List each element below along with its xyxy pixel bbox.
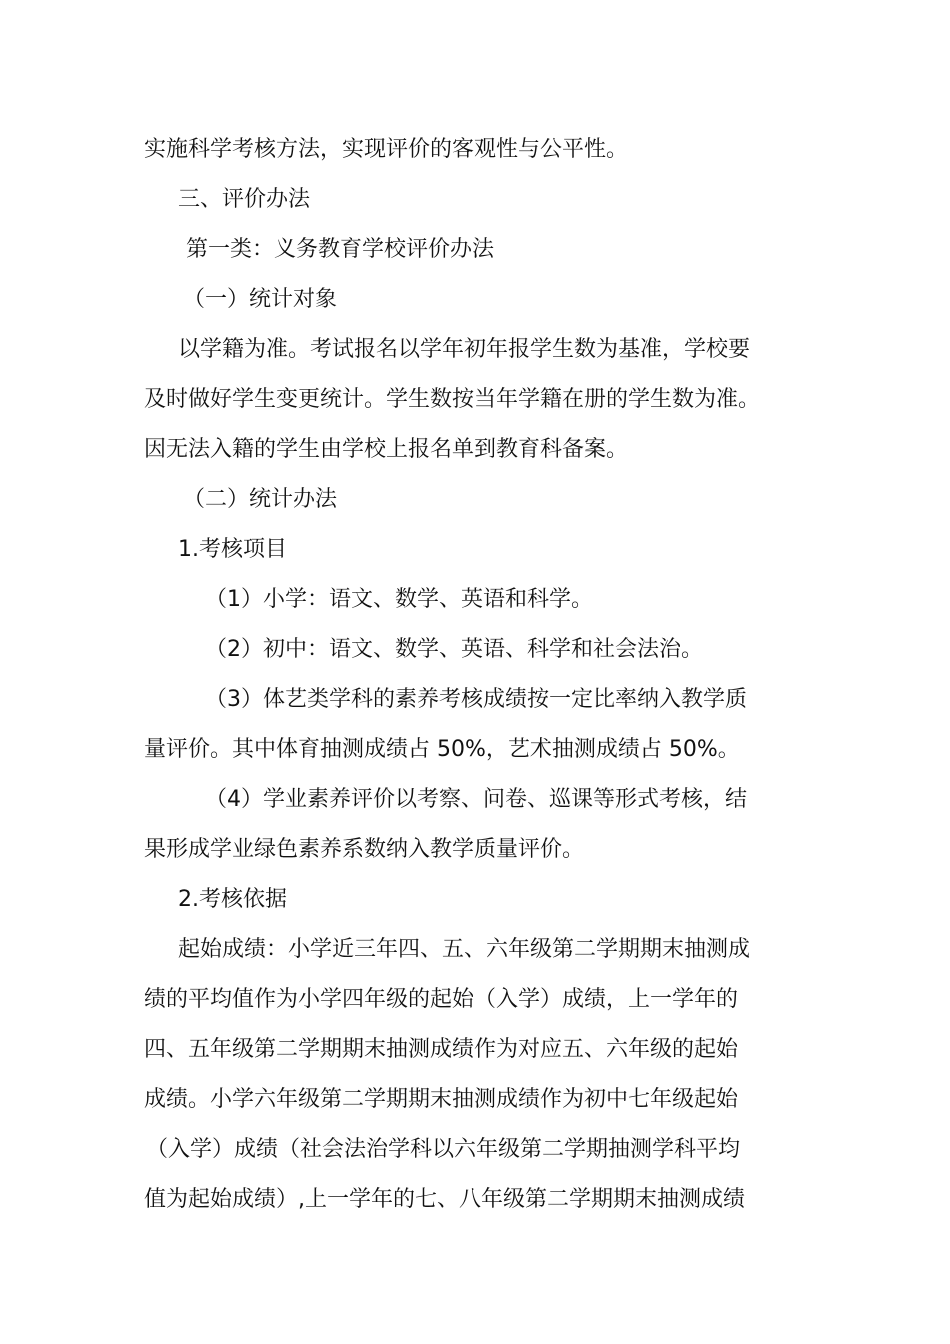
subsection-heading-statistics-object: （一）统计对象 xyxy=(183,287,338,312)
subsection-heading-statistics-method: （二）统计办法 xyxy=(183,487,338,512)
paragraph-line: 成绩。小学六年级第二学期期末抽测成绩作为初中七年级起始 xyxy=(144,1087,739,1112)
paragraph-line: 及时做好学生变更统计。学生数按当年学籍在册的学生数为准。 xyxy=(144,387,761,412)
list-item-junior-high: （2）初中：语文、数学、英语、科学和社会法治。 xyxy=(205,637,703,662)
paragraph-line: 因无法入籍的学生由学校上报名单到教育科备案。 xyxy=(144,437,629,462)
item-heading-assessment-items: 1.考核项目 xyxy=(178,537,287,562)
paragraph-line: 量评价。其中体育抽测成绩占 50%，艺术抽测成绩占 50%。 xyxy=(144,737,740,762)
list-item-sports-arts: （3）体艺类学科的素养考核成绩按一定比率纳入教学质 xyxy=(205,687,747,712)
section-heading-evaluation-methods: 三、评价办法 xyxy=(178,187,311,212)
paragraph-line: 以学籍为准。考试报名以学年初年报学生数为基准，学校要 xyxy=(178,337,751,362)
list-item-academic-literacy: （4）学业素养评价以考察、问卷、巡课等形式考核，结 xyxy=(205,787,747,812)
paragraph-line: 果形成学业绿色素养系数纳入教学质量评价。 xyxy=(144,837,585,862)
category-heading-compulsory-education: 第一类：义务教育学校评价办法 xyxy=(186,237,495,262)
paragraph-line: （入学）成绩（社会法治学科以六年级第二学期抽测学科平均 xyxy=(146,1137,741,1162)
paragraph-line: 绩的平均值作为小学四年级的起始（入学）成绩，上一学年的 xyxy=(144,987,739,1012)
paragraph-line: 值为起始成绩）,上一学年的七、八年级第二学期期末抽测成绩 xyxy=(144,1187,745,1212)
paragraph-line: 起始成绩：小学近三年四、五、六年级第二学期期末抽测成 xyxy=(178,937,751,962)
paragraph-line: 四、五年级第二学期期末抽测成绩作为对应五、六年级的起始 xyxy=(144,1037,739,1062)
paragraph-line: 实施科学考核方法，实现评价的客观性与公平性。 xyxy=(144,137,629,162)
item-heading-assessment-basis: 2.考核依据 xyxy=(178,887,287,912)
list-item-primary: （1）小学：语文、数学、英语和科学。 xyxy=(205,587,593,612)
